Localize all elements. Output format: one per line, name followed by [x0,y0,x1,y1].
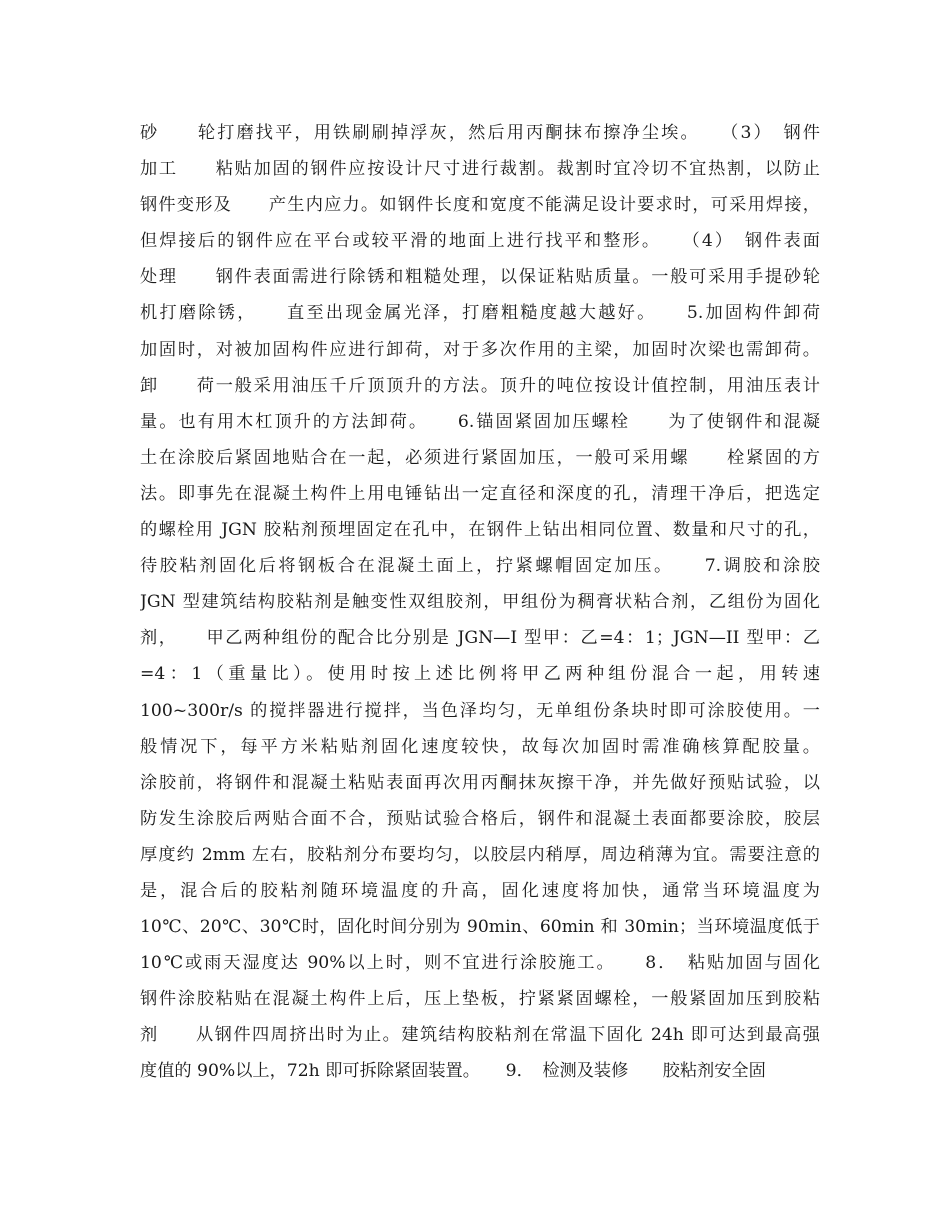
text-line: JGN 型建筑结构胶粘剂是触变性双组胶剂，甲组份为稠膏状粘合剂，乙组份为固化 [140,592,820,613]
text-line: 100~300r/s 的搅拌器进行搅拌，当色泽均匀，无单组份条块时即可涂胶使用。一 [140,700,820,721]
text-line: 钢件涂胶粘贴在混凝土构件上后，压上垫板，拧紧紧固螺栓，一般紧固加压到胶粘 [140,989,820,1010]
text-line: 待胶粘剂固化后将钢板合在混凝土面上，拧紧螺帽固定加压。 7.调胶和涂胶 [140,556,820,577]
text-line: 砂 轮打磨找平，用铁刷刷掉浮灰，然后用丙酮抹布擦净尘埃。 （3） 钢件 [140,123,820,143]
text-line: 涂胶前，将钢件和混凝土粘贴表面再次用丙酮抹灰擦干净，并先做好预贴试验，以 [140,772,820,793]
text-line: 处理 钢件表面需进行除锈和粗糙处理，以保证粘贴质量。一般可采用手提砂轮 [140,267,820,288]
text-line: 但焊接后的钢件应在平台或较平滑的地面上进行找平和整形。 （4） 钢件表面 [140,231,820,252]
text-line: 法。即事先在混凝土构件上用电锤钻出一定直径和深度的孔，清理干净后，把选定 [140,483,820,504]
text-line: 加固时，对被加固构件应进行卸荷，对于多次作用的主梁，加固时次梁也需卸荷。 [140,339,820,360]
text-line: 般情况下，每平方米粘贴剂固化速度较快，故每次加固时需准确核算配胶量。 [140,736,820,757]
text-line: =4：1（重量比）。使用时按上述比例将甲乙两种组份混合一起，用转速 [140,664,820,685]
text-line: 土在涂胶后紧固地贴合在一起，必须进行紧固加压，一般可采用螺 栓紧固的方 [140,447,820,468]
body-text [140,115,820,1090]
text-line: 加工 粘贴加固的钢件应按设计尺寸进行裁割。裁割时宜冷切不宜热割，以防止 [140,159,820,180]
text-line: 10℃或雨天湿度达 90%以上时，则不宜进行涂胶施工。 8． 粘贴加固与固化 [140,953,820,974]
text-line: 度值的 90%以上，72h 即可拆除紧固装置。 9． 检测及装修 胶粘剂安全固 [140,1061,766,1082]
text-line: 剂， 甲乙两种组份的配合比分别是 JGN—I 型甲：乙=4：1；JGN—II 型甲：乙 [140,628,820,649]
text-line: 量。也有用木杠顶升的方法卸荷。 6.锚固紧固加压螺栓 为了使钢件和混凝 [140,411,820,432]
text-line: 是，混合后的胶粘剂随环境温度的升高，固化速度将加快，通常当环境温度为 [140,880,820,901]
text-line: 10℃、20℃、30℃时，固化时间分别为 90min、60min 和 30min；当环境温度低于 [140,917,820,938]
text-line: 的螺栓用 JGN 胶粘剂预埋固定在孔中，在钢件上钻出相同位置、数量和尺寸的孔， [140,520,820,541]
text-line: 机打磨除锈， 直至出现金属光泽，打磨粗糙度越大越好。 5.加固构件卸荷 [140,303,820,324]
text-line: 钢件变形及 产生内应力。如钢件长度和宽度不能满足设计要求时，可采用焊接， [140,195,820,216]
text-line: 剂 从钢件四周挤出时为止。建筑结构胶粘剂在常温下固化 24h 即可达到最高强 [140,1025,820,1046]
text-line: 厚度约 2mm 左右，胶粘剂分布要均匀，以胶层内稍厚，周边稍薄为宜。需要注意的 [140,844,820,865]
text-line: 卸 荷一般采用油压千斤顶顶升的方法。顶升的吨位按设计值控制，用油压表计 [140,375,820,396]
text-line: 防发生涂胶后两贴合面不合，预贴试验合格后，钢件和混凝土表面都要涂胶，胶层 [140,808,820,829]
